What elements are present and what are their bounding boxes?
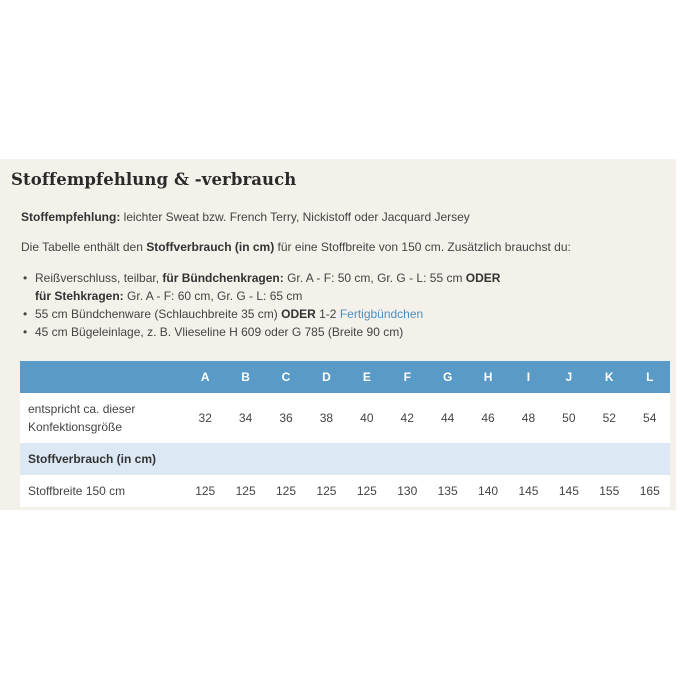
list-item <box>21 323 500 341</box>
bullet-text: Gr. A - F: 60 cm, Gr. G - L: 65 cm <box>123 289 303 303</box>
table-cell: 125 <box>306 475 346 507</box>
table-cell: 52 <box>589 393 629 443</box>
table-cell: 155 <box>589 475 629 507</box>
table-cell: 40 <box>347 393 387 443</box>
table-cell: 36 <box>266 393 306 443</box>
table-cell: 54 <box>629 393 670 443</box>
table-header-cell: J <box>549 361 589 393</box>
table-header-cell: H <box>468 361 508 393</box>
bullet-bold: ODER <box>281 307 316 321</box>
fabric-info-panel <box>0 159 676 510</box>
recommendation-label: Stoffempfehlung: <box>21 210 121 224</box>
table-cell: 44 <box>427 393 467 443</box>
table-cell: 38 <box>306 393 346 443</box>
supplies-list <box>21 269 500 341</box>
table-header-cell: I <box>508 361 548 393</box>
fertigbuendchen-link[interactable]: Fertigbündchen <box>339 307 424 321</box>
bullet-text: 1-2 <box>315 307 340 321</box>
table-cell: 125 <box>225 475 265 507</box>
table-row-label <box>20 393 185 443</box>
intro-bold: Stoffverbrauch (in cm) <box>146 240 275 254</box>
row-label-line: entspricht ca. dieser <box>28 402 136 416</box>
table-cell: 165 <box>629 475 670 507</box>
row-label-line: Konfektionsgröße <box>28 420 123 434</box>
table-header-cell: E <box>347 361 387 393</box>
table-header-cell: D <box>306 361 346 393</box>
bullet-bold: für Bündchenkragen: <box>162 271 284 285</box>
table-cell: 125 <box>347 475 387 507</box>
table-header-row <box>20 361 670 393</box>
table-cell: 50 <box>549 393 589 443</box>
table-header-cell <box>20 361 185 393</box>
table-section-row <box>20 443 670 475</box>
bullet-text: Gr. A - F: 50 cm, Gr. G - L: 55 cm <box>283 271 466 285</box>
table-header-cell: L <box>629 361 670 393</box>
bullet-icon: • <box>23 307 28 321</box>
table-cell: 48 <box>508 393 548 443</box>
table-cell: 42 <box>387 393 427 443</box>
intro-text-before: Die Tabelle enthält den <box>21 240 147 254</box>
table-header-cell: C <box>266 361 306 393</box>
table-cell: 145 <box>549 475 589 507</box>
bullet-text: Reißverschluss, teilbar, <box>35 271 163 285</box>
table-header-cell: B <box>225 361 265 393</box>
table-row <box>20 393 670 443</box>
recommendation-text: leichter Sweat bzw. French Terry, Nickistoff oder Jacquard Jersey <box>120 210 470 224</box>
table-cell: 145 <box>508 475 548 507</box>
fabric-recommendation <box>21 210 470 224</box>
table-row <box>20 475 670 507</box>
table-row-label: Stoffbreite 150 cm <box>20 475 185 507</box>
table-header-cell: G <box>427 361 467 393</box>
table-cell: 130 <box>387 475 427 507</box>
table-cell: 46 <box>468 393 508 443</box>
bullet-bold: für Stehkragen: <box>35 289 124 303</box>
table-cell: 135 <box>427 475 467 507</box>
bullet-icon: • <box>23 271 28 285</box>
fabric-consumption-table <box>20 361 670 507</box>
intro-text-after: für eine Stoffbreite von 150 cm. Zusätzlich brauchst du: <box>274 240 571 254</box>
table-cell: 32 <box>185 393 225 443</box>
table-header-cell: F <box>387 361 427 393</box>
bullet-bold: ODER <box>465 271 501 285</box>
bullet-icon: • <box>23 325 28 339</box>
table-cell: 125 <box>266 475 306 507</box>
table-header-cell: K <box>589 361 629 393</box>
table-intro <box>21 240 571 254</box>
list-item <box>21 305 500 323</box>
table-cell: 125 <box>185 475 225 507</box>
section-title: Stoffempfehlung & -verbrauch <box>11 170 297 189</box>
section-label: Stoffverbrauch (in cm) <box>20 443 670 475</box>
table-cell: 140 <box>468 475 508 507</box>
table-cell: 34 <box>225 393 265 443</box>
bullet-text: 45 cm Bügeleinlage, z. B. Vlieseline H 609 oder G 785 (Breite 90 cm) <box>35 325 404 339</box>
list-item-continuation <box>21 287 500 305</box>
table-header-cell: A <box>185 361 225 393</box>
bullet-text: 55 cm Bündchenware (Schlauchbreite 35 cm) <box>35 307 282 321</box>
list-item <box>21 269 500 287</box>
